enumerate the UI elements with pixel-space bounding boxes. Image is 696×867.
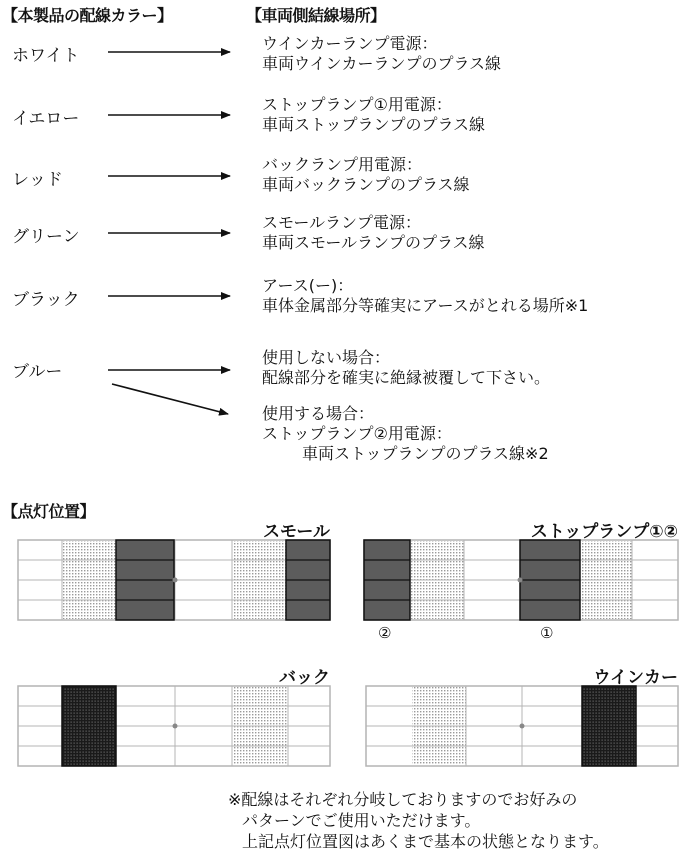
footnote-line: パターンでご使用いただけます。: [242, 811, 481, 830]
destination-black: [262, 276, 588, 316]
destination-line: ウインカーランプ電源：: [262, 34, 438, 53]
lamp-panel-winker: [366, 686, 678, 766]
destination-line: 車体金属部分等確実にアースがとれる場所※1: [262, 296, 589, 315]
wire-color-blue: ブルー: [12, 362, 63, 382]
footnote-line: 上記点灯位置図はあくまで基本の状態となります。: [242, 832, 609, 851]
lamp-panel-small: [18, 540, 330, 620]
destination-line: ストップランプ②用電源：: [262, 424, 452, 443]
arrow-blue-alt: [112, 384, 228, 414]
lit-segment: [582, 686, 636, 766]
wire-color-green: グリーン: [12, 227, 80, 247]
wire-color-black: ブラック: [12, 290, 80, 310]
destination-white: [262, 34, 501, 74]
panel-title-stop: ストップランプ①②: [530, 522, 678, 542]
destination-line: バックランプ用電源：: [262, 155, 423, 174]
destination-blue-used: [262, 404, 549, 464]
wire-color-header: 【本製品の配線カラー】: [2, 6, 173, 25]
destination-line: 車両ストップランプのプラス線※2: [302, 444, 549, 463]
panel-title-winker: ウインカー: [593, 668, 678, 688]
panel-title-back: バック: [279, 668, 330, 688]
destination-line: 配線部分を確実に絶縁被覆して下さい。: [262, 368, 551, 387]
panel-title-small: スモール: [263, 522, 330, 542]
destination-red: [262, 155, 470, 195]
lamp-panel-back: [18, 686, 330, 766]
destination-line: 車両ストップランプのプラス線: [262, 115, 486, 134]
lit-segment: [62, 686, 116, 766]
marker-stop-2: ②: [378, 624, 392, 642]
destination-line: アース(ー)：: [262, 276, 354, 295]
lighting-position-header: 【点灯位置】: [2, 502, 96, 521]
destination-line: スモールランプ電源：: [262, 213, 422, 232]
wire-color-white: ホワイト: [12, 46, 80, 66]
destination-line: 使用する場合：: [262, 404, 375, 423]
destination-line: 車両スモールランプのプラス線: [262, 233, 485, 252]
destination-line: 車両バックランプのプラス線: [262, 175, 470, 194]
destination-green: [262, 213, 485, 253]
wire-color-red: レッド: [12, 170, 63, 190]
vehicle-connection-header: 【車両側結線場所】: [246, 6, 386, 25]
destination-line: 使用しない場合：: [262, 348, 391, 367]
wire-color-yellow: イエロー: [12, 109, 80, 129]
destination-yellow: [262, 95, 485, 135]
marker-stop-1: ①: [540, 624, 554, 642]
destination-blue-unused: [262, 348, 550, 388]
destination-line: 車両ウインカーランプのプラス線: [262, 54, 502, 73]
footnote: [228, 789, 609, 852]
footnote-line: ※配線はそれぞれ分岐しておりますのでお好みの: [228, 790, 578, 809]
lamp-panel-stop: [364, 540, 678, 620]
destination-line: ストップランプ①用電源：: [262, 95, 452, 114]
